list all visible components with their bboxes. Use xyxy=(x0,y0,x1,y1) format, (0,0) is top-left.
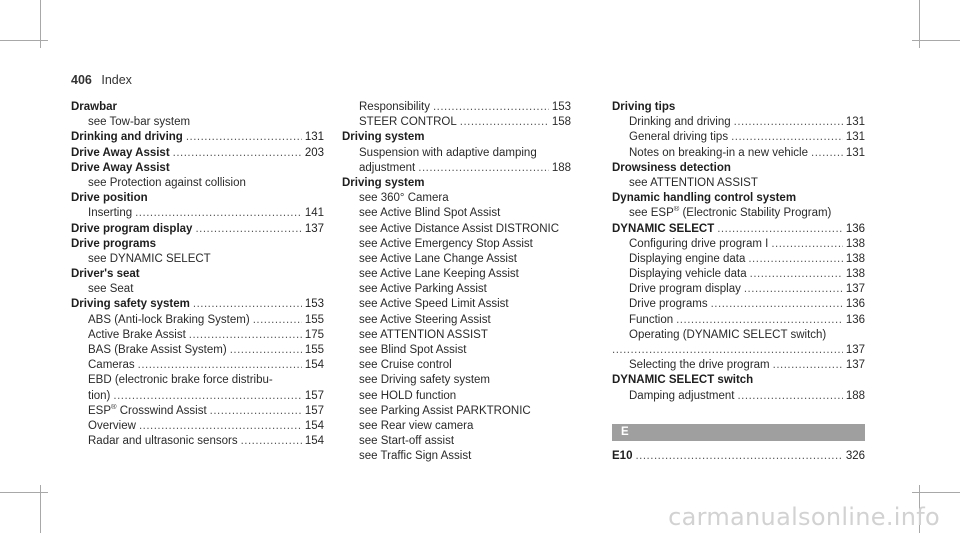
page-ref: 153 xyxy=(551,101,571,113)
entry-text xyxy=(629,252,745,267)
index-entry[interactable] xyxy=(71,297,324,312)
entry-label: Drive programs xyxy=(629,298,708,311)
index-subentry[interactable] xyxy=(342,161,571,176)
leader-dots xyxy=(135,206,302,221)
page-ref: 131 xyxy=(845,116,865,129)
watermark: carmanualsonline.info xyxy=(668,503,940,531)
index-subentry[interactable] xyxy=(342,252,571,267)
entry-text xyxy=(359,100,430,115)
page-ref: 137 xyxy=(304,222,324,235)
page-ref: 138 xyxy=(845,268,865,281)
entry-label: Overview xyxy=(88,419,136,432)
entry-label: Responsibility xyxy=(359,101,430,113)
index-entry[interactable] xyxy=(342,176,571,191)
entry-label: EBD (electronic brake force distribu- xyxy=(88,374,273,387)
entry-label: E10 xyxy=(612,449,633,462)
entry-text xyxy=(88,313,250,328)
leader-dots xyxy=(189,328,302,343)
entry-label: see Rear view camera xyxy=(359,419,474,432)
entry-text xyxy=(359,115,457,130)
entry-text xyxy=(88,252,211,267)
index-subentry[interactable] xyxy=(71,252,324,267)
page-ref: 155 xyxy=(304,344,324,356)
index-subentry[interactable] xyxy=(612,358,865,373)
index-subentry[interactable] xyxy=(342,313,571,328)
entry-text xyxy=(359,222,559,237)
leader-dots xyxy=(737,389,842,404)
entry-text xyxy=(359,191,449,206)
page-ref: 136 xyxy=(845,222,865,235)
index-subentry[interactable] xyxy=(612,146,865,161)
entry-label-cont: (Electronic Stability Program) xyxy=(679,207,832,220)
index-entry[interactable] xyxy=(71,237,324,252)
entry-label: Dynamic handling control system xyxy=(612,192,797,205)
leader-dots xyxy=(612,343,843,358)
entry-text xyxy=(359,297,509,312)
entry-label: see Active Parking Assist xyxy=(359,283,487,296)
index-entry[interactable] xyxy=(71,130,324,145)
entry-text xyxy=(342,130,424,145)
index-subentry[interactable] xyxy=(612,328,865,343)
index-subentry[interactable] xyxy=(71,176,324,191)
entry-label: see Active Emergency Stop Assist xyxy=(359,237,533,250)
index-entry[interactable] xyxy=(612,373,865,388)
page-ref: 131 xyxy=(304,131,324,144)
entry-text xyxy=(71,237,156,252)
entry-label: see ATTENTION ASSIST xyxy=(629,176,758,189)
index-subentry[interactable] xyxy=(71,389,324,404)
entry-label: see Start-off assist xyxy=(359,435,455,448)
index-entry[interactable] xyxy=(71,100,324,115)
page-ref: 153 xyxy=(304,298,324,311)
page-ref: 188 xyxy=(551,161,571,174)
entry-text xyxy=(88,282,133,297)
leader-dots xyxy=(186,130,302,145)
page-ref: 157 xyxy=(304,389,324,402)
index-subentry[interactable] xyxy=(342,328,571,343)
index-entry[interactable] xyxy=(612,191,865,206)
entry-text xyxy=(359,404,531,419)
entry-text xyxy=(359,449,471,464)
index-subentry[interactable] xyxy=(342,434,571,449)
index-subentry[interactable] xyxy=(342,343,571,358)
index-subentry[interactable] xyxy=(342,100,571,115)
entry-text xyxy=(359,237,533,252)
entry-text xyxy=(359,146,537,161)
entry-text xyxy=(359,419,473,434)
index-subentry[interactable] xyxy=(71,328,324,343)
entry-label: see Traffic Sign Assist xyxy=(359,450,472,463)
index-subentry[interactable] xyxy=(71,419,324,434)
entry-text xyxy=(88,115,190,130)
entry-label: Drinking and driving xyxy=(629,116,731,129)
index-subentry[interactable] xyxy=(71,373,324,388)
leader-dots xyxy=(711,297,843,312)
leader-dots xyxy=(139,419,302,434)
leader-dots xyxy=(241,434,302,449)
page-number: 406 xyxy=(71,73,92,87)
entry-text xyxy=(359,282,487,297)
index-column-3 xyxy=(612,100,865,464)
entry-label: Displaying engine data xyxy=(629,252,746,265)
leader-dots xyxy=(771,237,842,252)
index-subentry[interactable] xyxy=(342,449,571,464)
entry-label: see Active Blind Spot Assist xyxy=(359,207,501,220)
entry-text xyxy=(612,191,796,206)
index-subentry[interactable] xyxy=(71,343,324,358)
entry-text xyxy=(88,328,186,343)
entry-label: see Driving safety system xyxy=(359,374,491,387)
section-title: Index xyxy=(101,73,132,87)
entry-text xyxy=(359,252,517,267)
index-column-1 xyxy=(71,100,324,449)
entry-text xyxy=(88,206,132,221)
entry-label: see ESP xyxy=(629,207,674,220)
entry-text xyxy=(71,100,117,115)
index-subentry[interactable] xyxy=(342,373,571,388)
page-ref: 154 xyxy=(304,435,324,448)
entry-label: see Seat xyxy=(88,283,134,296)
entry-label: Drive Away Assist xyxy=(71,161,170,174)
section-letter-bar: E xyxy=(612,424,865,441)
entry-text xyxy=(629,282,741,297)
index-entry[interactable] xyxy=(612,100,865,115)
entry-text xyxy=(629,237,768,252)
index-subentry[interactable] xyxy=(612,389,865,404)
entry-text xyxy=(629,313,673,328)
page-ref: 188 xyxy=(845,389,865,402)
index-subentry[interactable] xyxy=(342,358,571,373)
page-ref: 137 xyxy=(845,344,865,356)
page-ref: 154 xyxy=(304,359,324,372)
entry-text xyxy=(71,297,190,312)
page-ref: 137 xyxy=(845,283,865,296)
page-ref: 326 xyxy=(845,449,865,462)
entry-text xyxy=(71,267,140,282)
index-subentry[interactable] xyxy=(342,419,571,434)
index-subentry[interactable] xyxy=(612,130,865,145)
entry-label: see Tow-bar system xyxy=(88,116,191,129)
leader-dots xyxy=(195,222,301,237)
index-subentry[interactable] xyxy=(612,282,865,297)
entry-text xyxy=(88,358,135,373)
entry-text xyxy=(88,343,227,358)
page-ref: 157 xyxy=(304,404,324,417)
index-subentry[interactable] xyxy=(71,434,324,449)
registered-mark: ® xyxy=(673,206,680,214)
entry-label: Cameras xyxy=(88,359,135,372)
leader-dots xyxy=(210,404,302,419)
index-subentry[interactable] xyxy=(342,191,571,206)
leader-dots xyxy=(773,358,843,373)
page-ref: 136 xyxy=(845,313,865,326)
entry-label: see ATTENTION ASSIST xyxy=(359,328,488,341)
registered-mark: ® xyxy=(111,403,117,411)
index-entry[interactable] xyxy=(612,449,865,464)
leader-dots xyxy=(731,130,843,145)
entry-label: Drive program display xyxy=(629,283,741,296)
entry-label: ESP xyxy=(88,404,112,417)
leader-dots xyxy=(811,146,843,161)
entry-text xyxy=(629,297,708,312)
entry-label: tion) xyxy=(88,389,111,402)
entry-label: Driving safety system xyxy=(71,298,190,311)
entry-text xyxy=(359,373,490,388)
page-ref: 175 xyxy=(304,328,324,341)
leader-dots xyxy=(138,358,302,373)
entry-label: see Cruise control xyxy=(359,359,452,372)
entry-label: Notes on breaking-in a new vehicle xyxy=(629,146,808,159)
entry-label: DYNAMIC SELECT switch xyxy=(612,374,754,387)
entry-text xyxy=(359,389,456,404)
entry-label: Selecting the drive program xyxy=(629,359,770,372)
index-subentry[interactable] xyxy=(342,222,571,237)
index-subentry[interactable] xyxy=(342,115,571,130)
index-subentry[interactable] xyxy=(612,115,865,130)
entry-text xyxy=(359,358,452,373)
entry-label: Active Brake Assist xyxy=(88,328,186,341)
entry-text xyxy=(629,206,831,221)
entry-label: see Active Lane Keeping Assist xyxy=(359,268,519,281)
entry-text xyxy=(71,222,192,237)
entry-label: see 360° Camera xyxy=(359,192,449,205)
entry-label: Function xyxy=(629,313,674,326)
entry-label: Displaying vehicle data xyxy=(629,268,747,281)
index-subentry[interactable] xyxy=(342,267,571,282)
index-subentry[interactable] xyxy=(71,115,324,130)
index-subentry[interactable] xyxy=(71,282,324,297)
entry-text xyxy=(629,130,728,145)
entry-text xyxy=(612,161,731,176)
entry-text xyxy=(88,389,110,404)
entry-label: Drive position xyxy=(71,192,148,205)
entry-text xyxy=(359,328,488,343)
entry-text xyxy=(629,358,770,373)
entry-label: Suspension with adaptive damping xyxy=(359,146,537,159)
index-subentry[interactable] xyxy=(342,282,571,297)
page-ref: 131 xyxy=(845,146,865,159)
crop-mark xyxy=(0,40,48,41)
entry-text xyxy=(629,176,758,191)
leader-dots xyxy=(230,343,302,358)
leader-dots xyxy=(193,297,302,312)
entry-label: see DYNAMIC SELECT xyxy=(88,252,211,265)
entry-label: Drive Away Assist xyxy=(71,146,170,159)
entry-text xyxy=(629,267,747,282)
entry-text xyxy=(342,176,424,191)
entry-label: Driving system xyxy=(342,176,425,189)
entry-label: Operating (DYNAMIC SELECT switch) xyxy=(629,328,827,341)
index-subentry[interactable] xyxy=(71,206,324,221)
entry-label: see Protection against collision xyxy=(88,176,246,189)
leader-dots xyxy=(635,449,842,464)
page-ref: 155 xyxy=(304,313,324,326)
index-subentry[interactable] xyxy=(612,313,865,328)
entry-text xyxy=(612,222,714,237)
index-subentry[interactable] xyxy=(342,404,571,419)
entry-label: Drinking and driving xyxy=(71,131,183,144)
entry-text xyxy=(359,343,466,358)
entry-label: see Blind Spot Assist xyxy=(359,344,467,356)
entry-text xyxy=(629,328,826,343)
entry-text xyxy=(359,267,519,282)
index-subentry[interactable] xyxy=(71,404,324,419)
entry-text xyxy=(629,115,731,130)
index-entry[interactable] xyxy=(71,161,324,176)
entry-label: see Active Steering Assist xyxy=(359,313,491,326)
leader-dots xyxy=(253,313,302,328)
leader-dots xyxy=(744,282,843,297)
entry-label: Driving tips xyxy=(612,101,676,113)
index-subentry[interactable] xyxy=(612,297,865,312)
leader-dots xyxy=(460,115,549,130)
entry-label: DYNAMIC SELECT xyxy=(612,222,715,235)
index-entry[interactable] xyxy=(71,191,324,206)
entry-label: Drowsiness detection xyxy=(612,161,731,174)
index-entry[interactable] xyxy=(71,146,324,161)
entry-text xyxy=(88,404,207,419)
entry-text xyxy=(612,100,675,115)
leader-dots xyxy=(748,252,842,267)
entry-label: Drive programs xyxy=(71,237,157,250)
entry-label-cont: Crosswind Assist xyxy=(116,404,207,417)
entry-label: see Parking Assist PARKTRONIC xyxy=(359,404,531,417)
index-subentry[interactable] xyxy=(342,237,571,252)
entry-label: ABS (Anti-lock Braking System) xyxy=(88,313,250,326)
leader-dots xyxy=(676,313,843,328)
index-subentry[interactable] xyxy=(612,206,865,221)
entry-label: Driver's seat xyxy=(71,268,140,281)
entry-label: General driving tips xyxy=(629,131,729,144)
leader-dots xyxy=(717,222,843,237)
entry-label: see HOLD function xyxy=(359,389,457,402)
leader-dots xyxy=(750,267,843,282)
entry-text xyxy=(359,434,454,449)
leader-dots xyxy=(734,115,843,130)
index-subentry[interactable] xyxy=(612,252,865,267)
entry-text xyxy=(629,389,734,404)
entry-text xyxy=(71,146,170,161)
index-entry[interactable] xyxy=(612,222,865,237)
index-subentry[interactable] xyxy=(342,297,571,312)
entry-label: Driving system xyxy=(342,131,425,144)
index-subentry[interactable] xyxy=(71,358,324,373)
entry-label: Damping adjustment xyxy=(629,389,735,402)
index-entry[interactable] xyxy=(71,222,324,237)
index-subentry[interactable] xyxy=(71,313,324,328)
entry-label: Inserting xyxy=(88,207,133,220)
page-header xyxy=(71,73,132,87)
index-subentry[interactable] xyxy=(342,389,571,404)
entry-label: see Active Distance Assist DISTRONIC xyxy=(359,222,560,235)
entry-label: BAS (Brake Assist System) xyxy=(88,344,227,356)
index-subentry[interactable] xyxy=(612,267,865,282)
entry-text xyxy=(612,449,632,464)
entry-text xyxy=(88,419,136,434)
entry-text xyxy=(88,176,246,191)
entry-label: see Active Speed Limit Assist xyxy=(359,298,509,311)
index-subentry[interactable] xyxy=(612,237,865,252)
index-column-2 xyxy=(342,100,571,465)
entry-label: Drawbar xyxy=(71,101,118,113)
index-subentry[interactable] xyxy=(342,206,571,221)
index-entry[interactable] xyxy=(342,130,571,145)
crop-mark xyxy=(0,492,48,493)
entry-text xyxy=(88,434,238,449)
entry-text xyxy=(359,206,500,221)
page-ref: 141 xyxy=(304,207,324,220)
index-entry[interactable] xyxy=(612,161,865,176)
page-ref: 138 xyxy=(845,237,865,250)
page-ref: 131 xyxy=(845,131,865,144)
page-ref: 203 xyxy=(304,146,324,159)
entry-text xyxy=(71,130,183,145)
index-entry[interactable] xyxy=(71,267,324,282)
entry-text xyxy=(612,373,753,388)
entry-label: Drive program display xyxy=(71,222,193,235)
leader-dots xyxy=(113,389,301,404)
entry-text xyxy=(359,313,491,328)
leader-dots xyxy=(173,146,302,161)
entry-label: adjustment xyxy=(359,161,416,174)
index-subentry[interactable] xyxy=(342,146,571,161)
page-ref: 154 xyxy=(304,419,324,432)
entry-label: Configuring drive program I xyxy=(629,237,769,250)
entry-text xyxy=(88,373,273,388)
page-ref: 158 xyxy=(551,116,571,129)
index-subentry[interactable] xyxy=(612,343,865,358)
index-subentry[interactable] xyxy=(612,176,865,191)
entry-text xyxy=(359,161,415,176)
entry-text xyxy=(71,191,148,206)
leader-dots xyxy=(418,161,549,176)
crop-mark xyxy=(912,492,960,493)
entry-label: Radar and ultrasonic sensors xyxy=(88,435,238,448)
entry-text xyxy=(629,146,808,161)
page-ref: 137 xyxy=(845,359,865,372)
page-ref: 136 xyxy=(845,298,865,311)
leader-dots xyxy=(433,100,549,115)
entry-label: see Active Lane Change Assist xyxy=(359,252,517,265)
entry-label: STEER CONTROL xyxy=(359,116,457,129)
crop-mark xyxy=(912,40,960,41)
entry-text xyxy=(71,161,170,176)
page-ref: 138 xyxy=(845,252,865,265)
